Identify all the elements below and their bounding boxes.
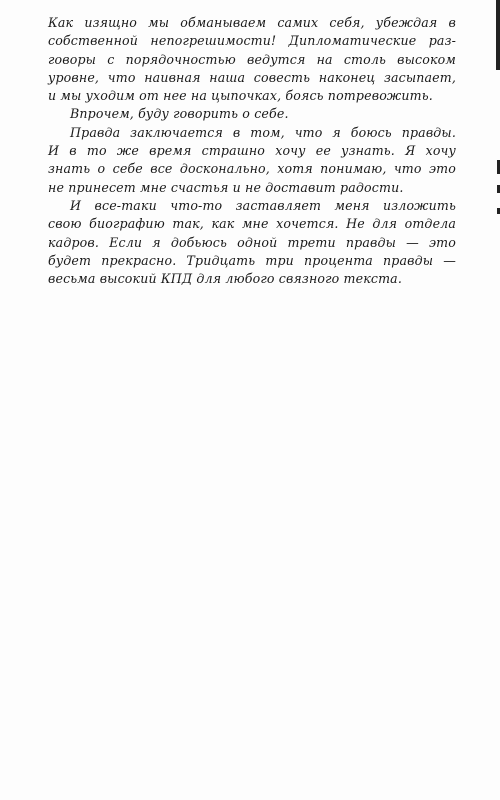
text-line: не принесет мне счастья и не доставит радости. [48, 179, 404, 195]
text-line: И в то же время страшно хочу ее узнать. Я хочу [48, 143, 456, 159]
text-line: И все-таки что-то заставляет меня изложить [70, 197, 456, 213]
text-line: кадров. Если я добьюсь одной трети правды — это [48, 234, 456, 250]
text-line: весьма высокий КПД для любого связного текста. [48, 271, 402, 287]
text-line: говоры с порядочностью ведутся на столь высоком [48, 51, 456, 67]
text-line: знать о себе все досконально, хотя понимаю, что это [48, 161, 456, 177]
text-line: свою биографию так, как мне хочется. Не для отдела [48, 216, 456, 232]
text-line: Впрочем, буду говорить о себе. [70, 106, 289, 122]
text-line: уровне, что наивная наша совесть наконец засыпает, [48, 69, 456, 85]
text-line: собственной непогрешимости! Дипломатические раз- [48, 33, 456, 49]
page-edge-mark [496, 0, 500, 70]
text-line: Правда заключается в том, что я боюсь правды. [70, 124, 456, 140]
text-line: и мы уходим от нее на цыпочках, боясь потревожить. [48, 88, 433, 104]
text-line: Как изящно мы обманываем самих себя, убеждая в [48, 15, 456, 30]
text-line: будет прекрасно. Тридцать три процента правды — [48, 252, 456, 268]
body-text [48, 14, 456, 288]
